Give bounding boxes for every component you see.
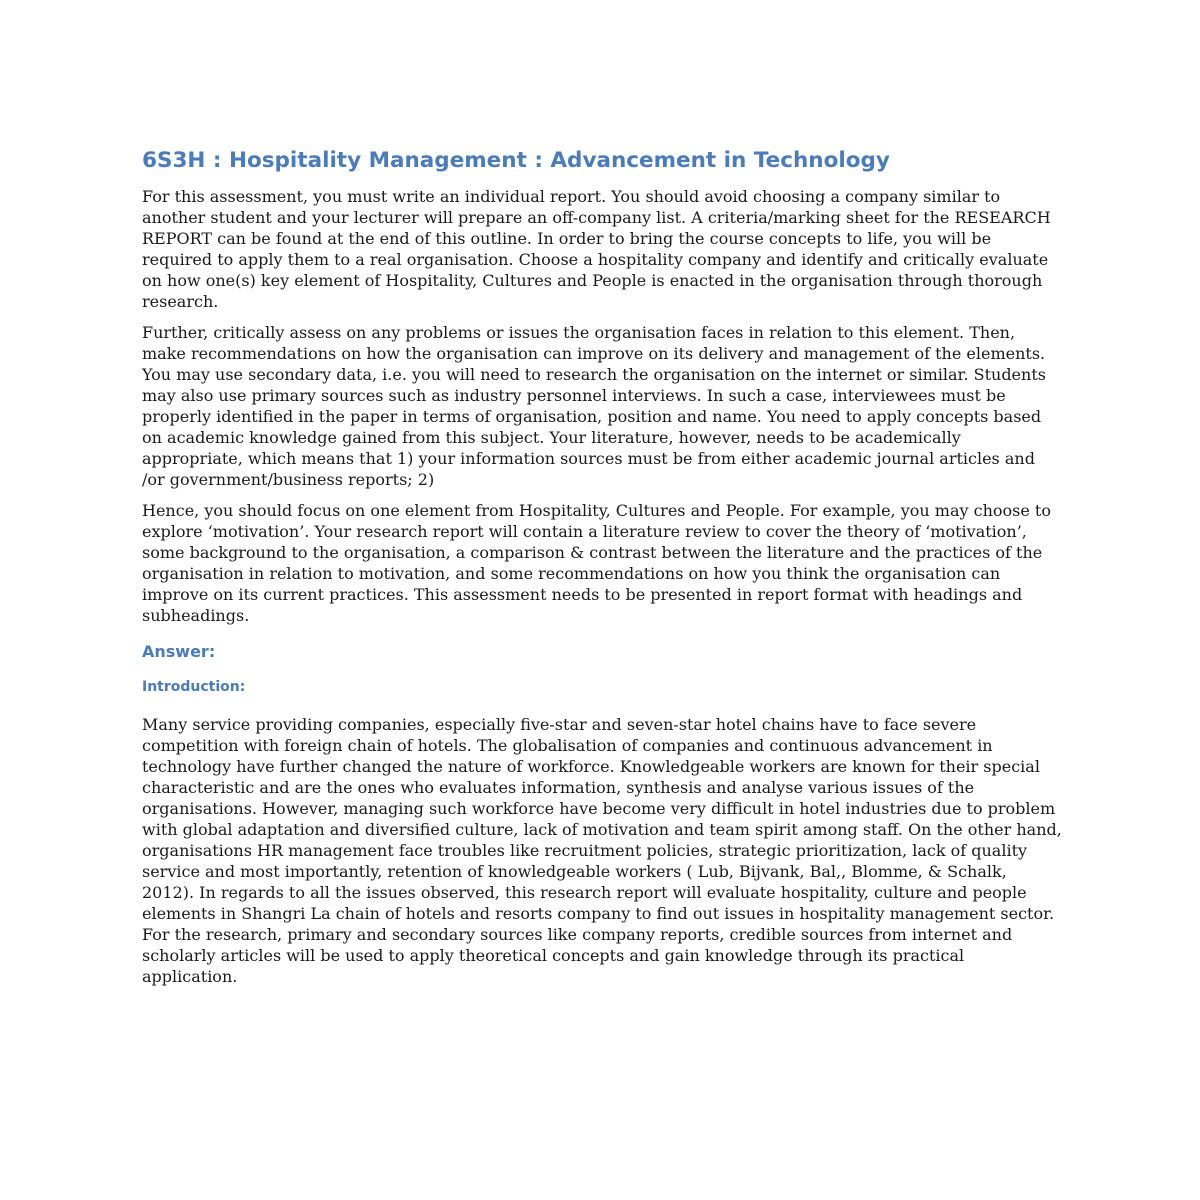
assessment-paragraph-2: Further, critically assess on any problems or issues the organisation faces in relation to this element. Then, make recommendations on how the organisation can improve on its delivery and management of the elements. You may use secondary data, i.e. you will need to research the organisation on the internet or similar. Students may also use primary sources such as industry personnel interviews. In such a case, interviewees must be properly identified in the paper in terms of organisation, position and name. You need to apply concepts based on academic knowledge gained from this subject. Your literature, however, needs to be academically appropriate, which means that 1) your information sources must be from either academic journal articles and /or government/business reports; 2) (142, 323, 1046, 489)
assessment-paragraph-1: For this assessment, you must write an individual report. You should avoid choosing a company similar to another student and your lecturer will prepare an off-company list. A criteria/marking sheet for the RESEARCH REPORT can be found at the end of this outline. In order to bring the course concepts to life, you will be required to apply them to a real organisation. Choose a hospitality company and identify and critically evaluate on how one(s) key element of Hospitality, Cultures and People is enacted in the organisation through thorough research. (142, 187, 1051, 311)
document-content (142, 146, 1062, 997)
document-title: 6S3H : Hospitality Management : Advancement in Technology (142, 148, 890, 173)
answer-heading: Answer: (142, 642, 216, 661)
introduction-heading: Introduction: (142, 679, 246, 695)
introduction-paragraph: Many service providing companies, especially five-star and seven-star hotel chains have to face severe competition with foreign chain of hotels. The globalisation of companies and continuous advancement in technology have further changed the nature of workforce. Knowledgeable workers are known for their special characteristic and are the ones who evaluates information, synthesis and analyse various issues of the organisations. However, managing such workforce have become very difficult in hotel industries due to problem with global adaptation and diversified culture, lack of motivation and team spirit among staff. On the other hand, organisations HR management face troubles like recruitment policies, strategic prioritization, lack of quality service and most importantly, retention of knowledgeable workers ( Lub, Bijvank, Bal,, Blomme, & Schalk, 2012). In regards to all the issues observed, this research report will evaluate hospitality, culture and people elements in Shangri La chain of hotels and resorts company to find out issues in hospitality management sector. For the research, primary and secondary sources like company reports, credible sources from internet and scholarly articles will be used to apply theoretical concepts and gain knowledge through its practical application. (142, 715, 1062, 986)
assessment-paragraph-3: Hence, you should focus on one element from Hospitality, Cultures and People. For example, you may choose to explore ‘motivation’. Your research report will contain a literature review to cover the theory of ‘motivation’, some background to the organisation, a comparison & contrast between the literature and the practices of the organisation in relation to motivation, and some recommendations on how you think the organisation can improve on its current practices. This assessment needs to be presented in report format with headings and subheadings. (142, 501, 1051, 625)
